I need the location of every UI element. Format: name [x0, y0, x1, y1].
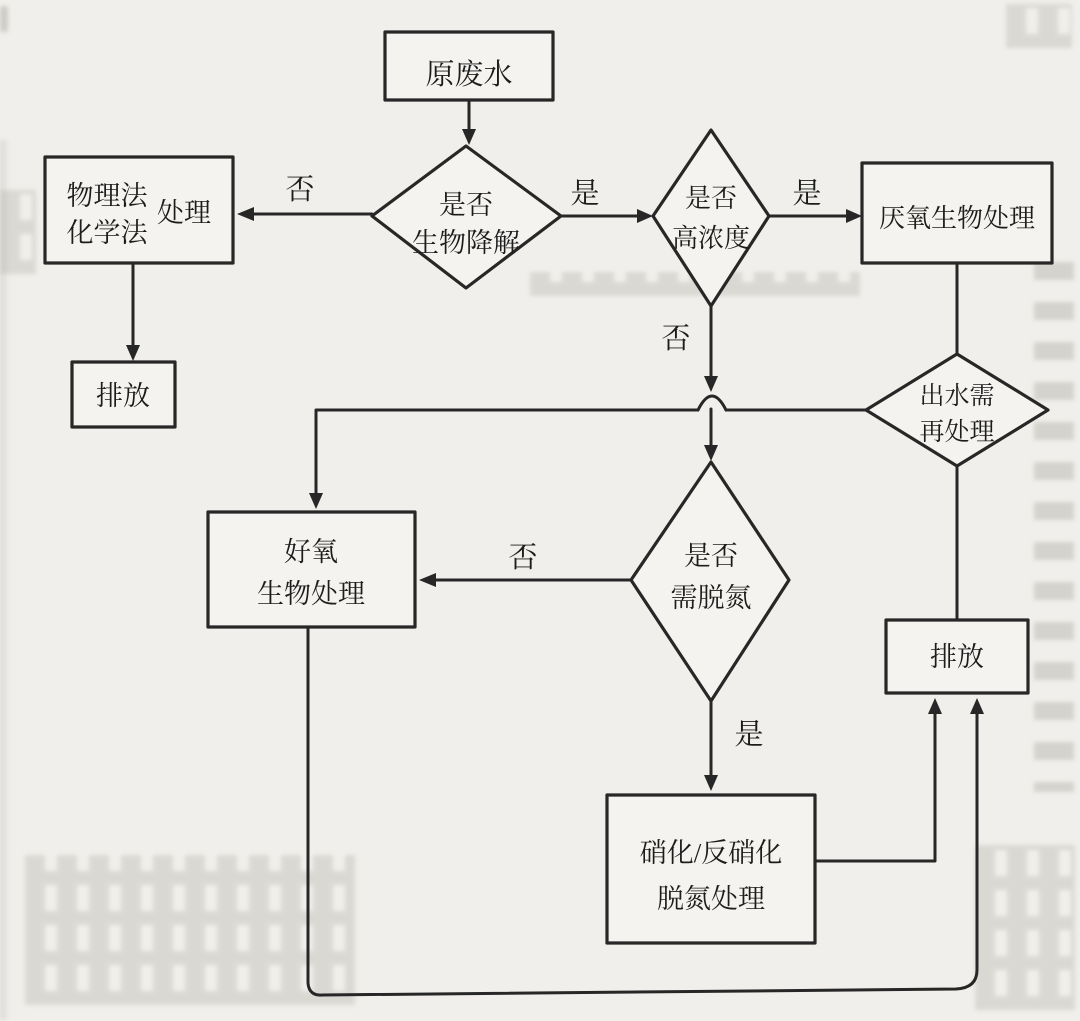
decision-diamond — [631, 462, 789, 701]
node-label-line2: 脱氮处理 — [657, 884, 765, 914]
edge-label-biodegradable-no: 否 — [285, 174, 315, 206]
edge-label-highconc-no: 否 — [661, 323, 691, 355]
node-label-suffix: 处理 — [157, 198, 211, 228]
node-discharge-left — [72, 362, 175, 427]
decision-diamond — [653, 130, 769, 306]
arrowhead-left-icon — [419, 573, 436, 587]
arrowhead-up-icon — [928, 698, 942, 714]
process-box — [208, 512, 415, 627]
node-label-line1: 好氧 — [284, 537, 338, 567]
arrowhead-down-icon — [704, 775, 718, 791]
node-phys-chem-treatment — [45, 157, 233, 263]
node-label-line2: 需脱氮 — [670, 583, 752, 613]
edge-label-denitrification-yes: 是 — [734, 719, 764, 751]
arrowhead-down-icon — [704, 376, 718, 392]
node-label: 排放 — [930, 642, 984, 672]
node-label-line2: 生物处理 — [257, 579, 365, 609]
edge-effluent-to-aerobic-left-segment — [316, 410, 698, 494]
arrowhead-up-icon — [970, 698, 984, 714]
edge-label-highconc-yes: 是 — [792, 178, 822, 210]
node-label-line1: 出水需 — [919, 383, 995, 410]
arrowhead-down-icon — [462, 129, 476, 145]
node-label-line1: 硝化/反硝化 — [639, 838, 783, 868]
process-box — [607, 795, 815, 943]
arrowhead-down-icon — [126, 345, 140, 361]
node-effluent-needs-retreatment — [866, 354, 1048, 466]
node-label: 排放 — [96, 381, 150, 411]
node-nitrif-denitrif-treatment — [607, 795, 815, 943]
edge-label-denitrification-no: 否 — [508, 542, 538, 574]
node-label-line1: 是否 — [684, 541, 738, 571]
node-label: 原废水 — [425, 59, 513, 91]
node-label-line1: 是否 — [684, 184, 738, 213]
node-label-line2: 再处理 — [919, 419, 995, 446]
arrowhead-right-icon — [846, 209, 862, 223]
arrowhead-down-icon — [309, 493, 323, 509]
arrowhead-left-icon — [237, 207, 254, 221]
node-discharge-right — [886, 620, 1028, 693]
arrowhead-right-icon — [637, 209, 653, 223]
node-label-line2: 化学法 — [66, 218, 148, 248]
node-label-line2: 生物降解 — [412, 228, 520, 258]
edge-nitrif-to-discharge — [815, 713, 935, 861]
node-label-line1: 物理法 — [66, 181, 148, 211]
node-label-line1: 是否 — [439, 190, 493, 220]
node-anaerobic-bio-treatment — [862, 163, 1052, 263]
node-label: 厌氧生物处理 — [878, 204, 1036, 233]
arrowhead-down-icon — [704, 445, 718, 461]
decision-diamond — [866, 354, 1048, 466]
node-is-high-concentration — [653, 130, 769, 306]
node-need-denitrification — [631, 462, 789, 701]
edge-label-biodegradable-yes: 是 — [570, 178, 600, 210]
node-label-line2: 高浓度 — [671, 224, 751, 253]
node-is-biodegradable — [372, 146, 561, 288]
node-aerobic-bio-treatment — [208, 512, 415, 627]
node-raw-wastewater — [385, 32, 553, 100]
